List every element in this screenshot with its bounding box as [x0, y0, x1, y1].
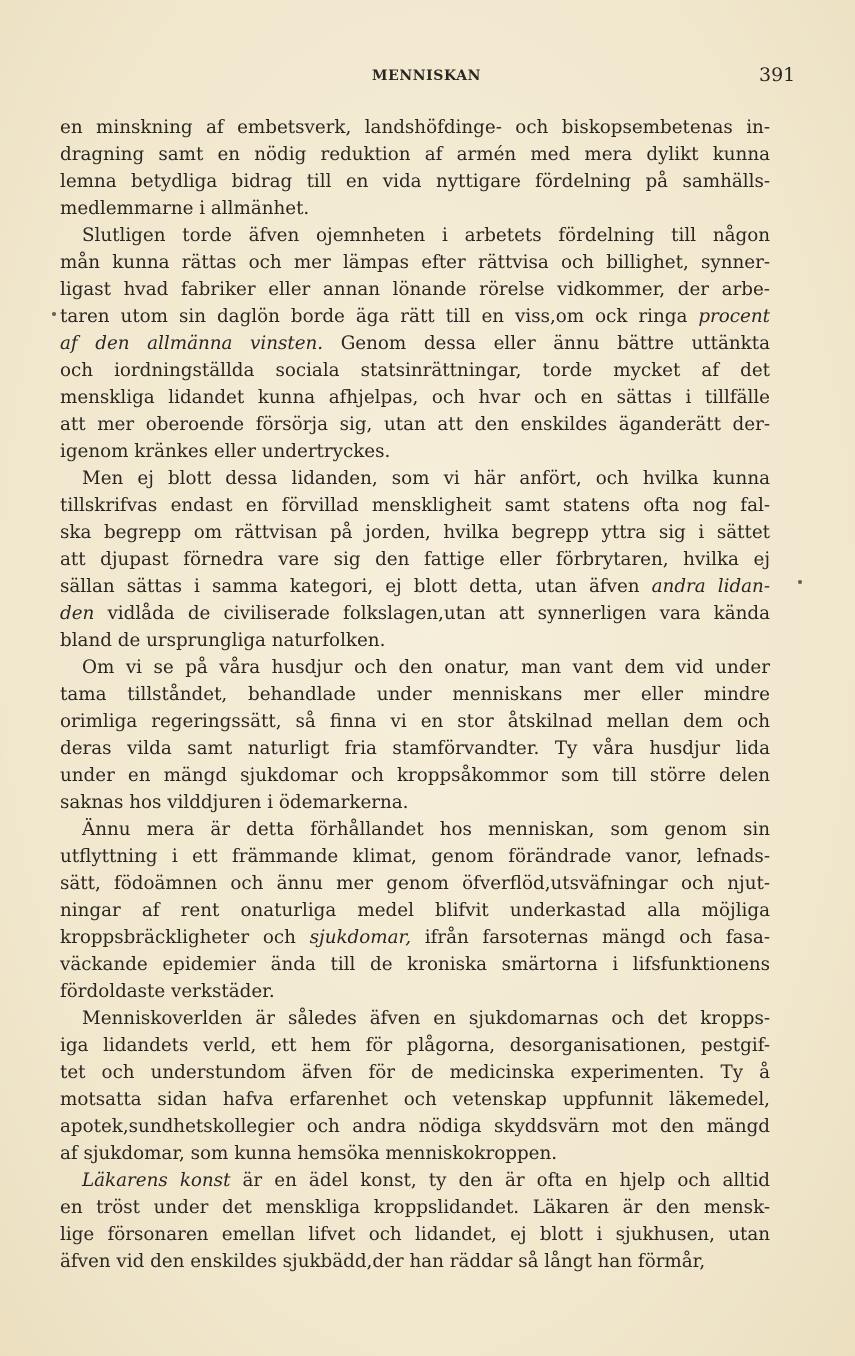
text-line: [60, 681, 770, 708]
italic-text: af den allmänna vinsten.: [60, 333, 324, 354]
line-text: sällan sättas i samma kategori, ej blott detta, utan äfven: [60, 576, 640, 597]
text-line: [60, 411, 770, 438]
text-line: [60, 843, 770, 870]
text-line: [60, 708, 770, 735]
line-text: ifrån farsoternas mängd och fasa-: [411, 927, 770, 948]
line-text: under en mängd sjukdomar och kroppsåkommor som till större delen: [60, 765, 770, 786]
line-text: lige försonaren emellan lifvet och lidandet, ej blott i sjukhusen, utan: [60, 1224, 770, 1245]
line-text: Ännu mera är detta förhållandet hos menniskan, som genom sin: [82, 819, 770, 840]
italic-text: andra lidan-: [651, 576, 770, 597]
text-line: [60, 384, 770, 411]
line-text: orimliga regeringssätt, så finna vi en stor åtskilnad mellan dem och: [60, 711, 770, 732]
text-line: [60, 978, 770, 1005]
line-text: vidlåda de civiliserade folkslagen,utan att synnerligen vara kända: [94, 603, 770, 624]
line-text: ska begrepp om rättvisan på jorden, hvilka begrepp yttra sig i sättet: [60, 522, 770, 543]
line-text: Om vi se på våra husdjur och den onatur, man vant dem vid under: [82, 657, 770, 678]
text-line: [60, 222, 770, 249]
text-line: [60, 762, 770, 789]
line-text: en tröst under det menskliga kroppslidandet. Läkaren är den mensk-: [60, 1197, 770, 1218]
text-line: [60, 654, 770, 681]
text-line: [60, 1032, 770, 1059]
margin-mark: [798, 580, 802, 584]
line-text: tet och understundom äfven för de medicinska experimenten. Ty å: [60, 1062, 770, 1083]
text-line: [60, 735, 770, 762]
line-text: igenom kränkes eller undertryckes.: [60, 441, 391, 462]
line-text: tama tillståndet, behandlade under menniskans mer eller mindre: [60, 684, 770, 705]
line-text: saknas hos vilddjuren i ödemarkerna.: [60, 792, 409, 813]
line-text: och iordningställda sociala statsinrättningar, torde mycket af det: [60, 360, 770, 381]
line-text: väckande epidemier ända till de kroniska smärtorna i lifsfunktionens: [60, 954, 770, 975]
text-line: [60, 465, 770, 492]
italic-text: procent: [698, 306, 770, 327]
italic-text: Läkarens konst: [82, 1170, 231, 1191]
body-text: [60, 114, 770, 1275]
italic-text: den: [60, 603, 95, 624]
text-line: [60, 195, 770, 222]
line-text: kroppsbräckligheter och: [60, 927, 296, 948]
line-text: iga lidandets verld, ett hem för plågorna, desorganisationen, pestgif-: [60, 1035, 770, 1056]
text-line: [60, 1167, 770, 1194]
text-line: [60, 600, 770, 627]
line-text: är en ädel konst, ty den är ofta en hjelp och alltid: [230, 1170, 770, 1191]
text-line: [60, 492, 770, 519]
line-text: motsatta sidan hafva erfarenhet och vetenskap uppfunnit läkemedel,: [60, 1089, 770, 1110]
line-text: sätt, födoämnen och ännu mer genom öfverflöd,utsväfningar och njut-: [60, 873, 770, 894]
line-text: medlemmarne i allmänhet.: [60, 198, 310, 219]
text-line: [60, 1221, 770, 1248]
text-line: [60, 168, 770, 195]
line-text: bland de ursprungliga naturfolken.: [60, 630, 386, 651]
text-line: [60, 789, 770, 816]
text-line: [60, 897, 770, 924]
text-line: [60, 573, 770, 600]
line-text: menskliga lidandet kunna afhjelpas, och hvar och en sättas i tillfälle: [60, 387, 770, 408]
text-line: [60, 303, 770, 330]
text-line: [60, 816, 770, 843]
line-text: taren utom sin daglön borde äga rätt till en viss,om ock ringa: [60, 306, 688, 327]
text-line: [60, 519, 770, 546]
page-number: 391: [759, 64, 796, 86]
text-line: [60, 438, 770, 465]
line-text: ningar af rent onaturliga medel blifvit underkastad alla möjliga: [60, 900, 770, 921]
text-line: [60, 1059, 770, 1086]
text-line: [60, 870, 770, 897]
line-text: Genom dessa eller ännu bättre uttänkta: [323, 333, 770, 354]
line-text: utflyttning i ett främmande klimat, genom förändrade vanor, lefnads-: [60, 846, 770, 867]
line-text: apotek,sundhetskollegier och andra nödiga skyddsvärn mot den mängd: [60, 1116, 770, 1137]
page-header: [0, 64, 855, 90]
text-line: [60, 1113, 770, 1140]
text-line: [60, 357, 770, 384]
line-text: deras vilda samt naturligt fria stamförvandter. Ty våra husdjur lida: [60, 738, 770, 759]
text-line: [60, 276, 770, 303]
text-line: [60, 924, 770, 951]
text-line: [60, 1248, 770, 1275]
text-line: [60, 1005, 770, 1032]
line-text: att mer oberoende försörja sig, utan att den enskildes äganderätt der-: [60, 414, 770, 435]
line-text: Men ej blott dessa lidanden, som vi här anfört, och hvilka kunna: [82, 468, 770, 489]
text-line: [60, 627, 770, 654]
line-text: tillskrifvas endast en förvillad menskligheit samt statens ofta nog fal-: [60, 495, 770, 516]
text-line: [60, 114, 770, 141]
text-line: [60, 330, 770, 357]
line-text: af sjukdomar, som kunna hemsöka menniskokroppen.: [60, 1143, 558, 1164]
line-text: Slutligen torde äfven ojemnheten i arbetets fördelning till någon: [82, 225, 770, 246]
text-line: [60, 1086, 770, 1113]
line-text: en minskning af embetsverk, landshöfdinge- och biskopsembetenas in-: [60, 117, 770, 138]
text-line: [60, 1194, 770, 1221]
text-line: [60, 546, 770, 573]
text-line: [60, 249, 770, 276]
line-text: lemna betydliga bidrag till en vida nyttigare fördelning på samhälls-: [60, 171, 770, 192]
text-line: [60, 951, 770, 978]
line-text: mån kunna rättas och mer lämpas efter rättvisa och billighet, synner-: [60, 252, 770, 273]
margin-mark: [52, 312, 56, 316]
line-text: att djupast förnedra vare sig den fattige eller förbrytaren, hvilka ej: [60, 549, 770, 570]
line-text: ligast hvad fabriker eller annan lönande rörelse vidkommer, der arbe-: [60, 279, 770, 300]
line-text: äfven vid den enskildes sjukbädd,der han räddar så långt han förmår,: [60, 1251, 706, 1272]
line-text: Menniskoverlden är således äfven en sjukdomarnas och det kropps-: [82, 1008, 770, 1029]
text-line: [60, 1140, 770, 1167]
line-text: fördoldaste verkstäder.: [60, 981, 275, 1002]
line-text: dragning samt en nödig reduktion af armén med mera dylikt kunna: [60, 144, 770, 165]
text-line: [60, 141, 770, 168]
italic-text: sjukdomar,: [309, 927, 412, 948]
running-title: MENNISKAN: [372, 68, 482, 84]
